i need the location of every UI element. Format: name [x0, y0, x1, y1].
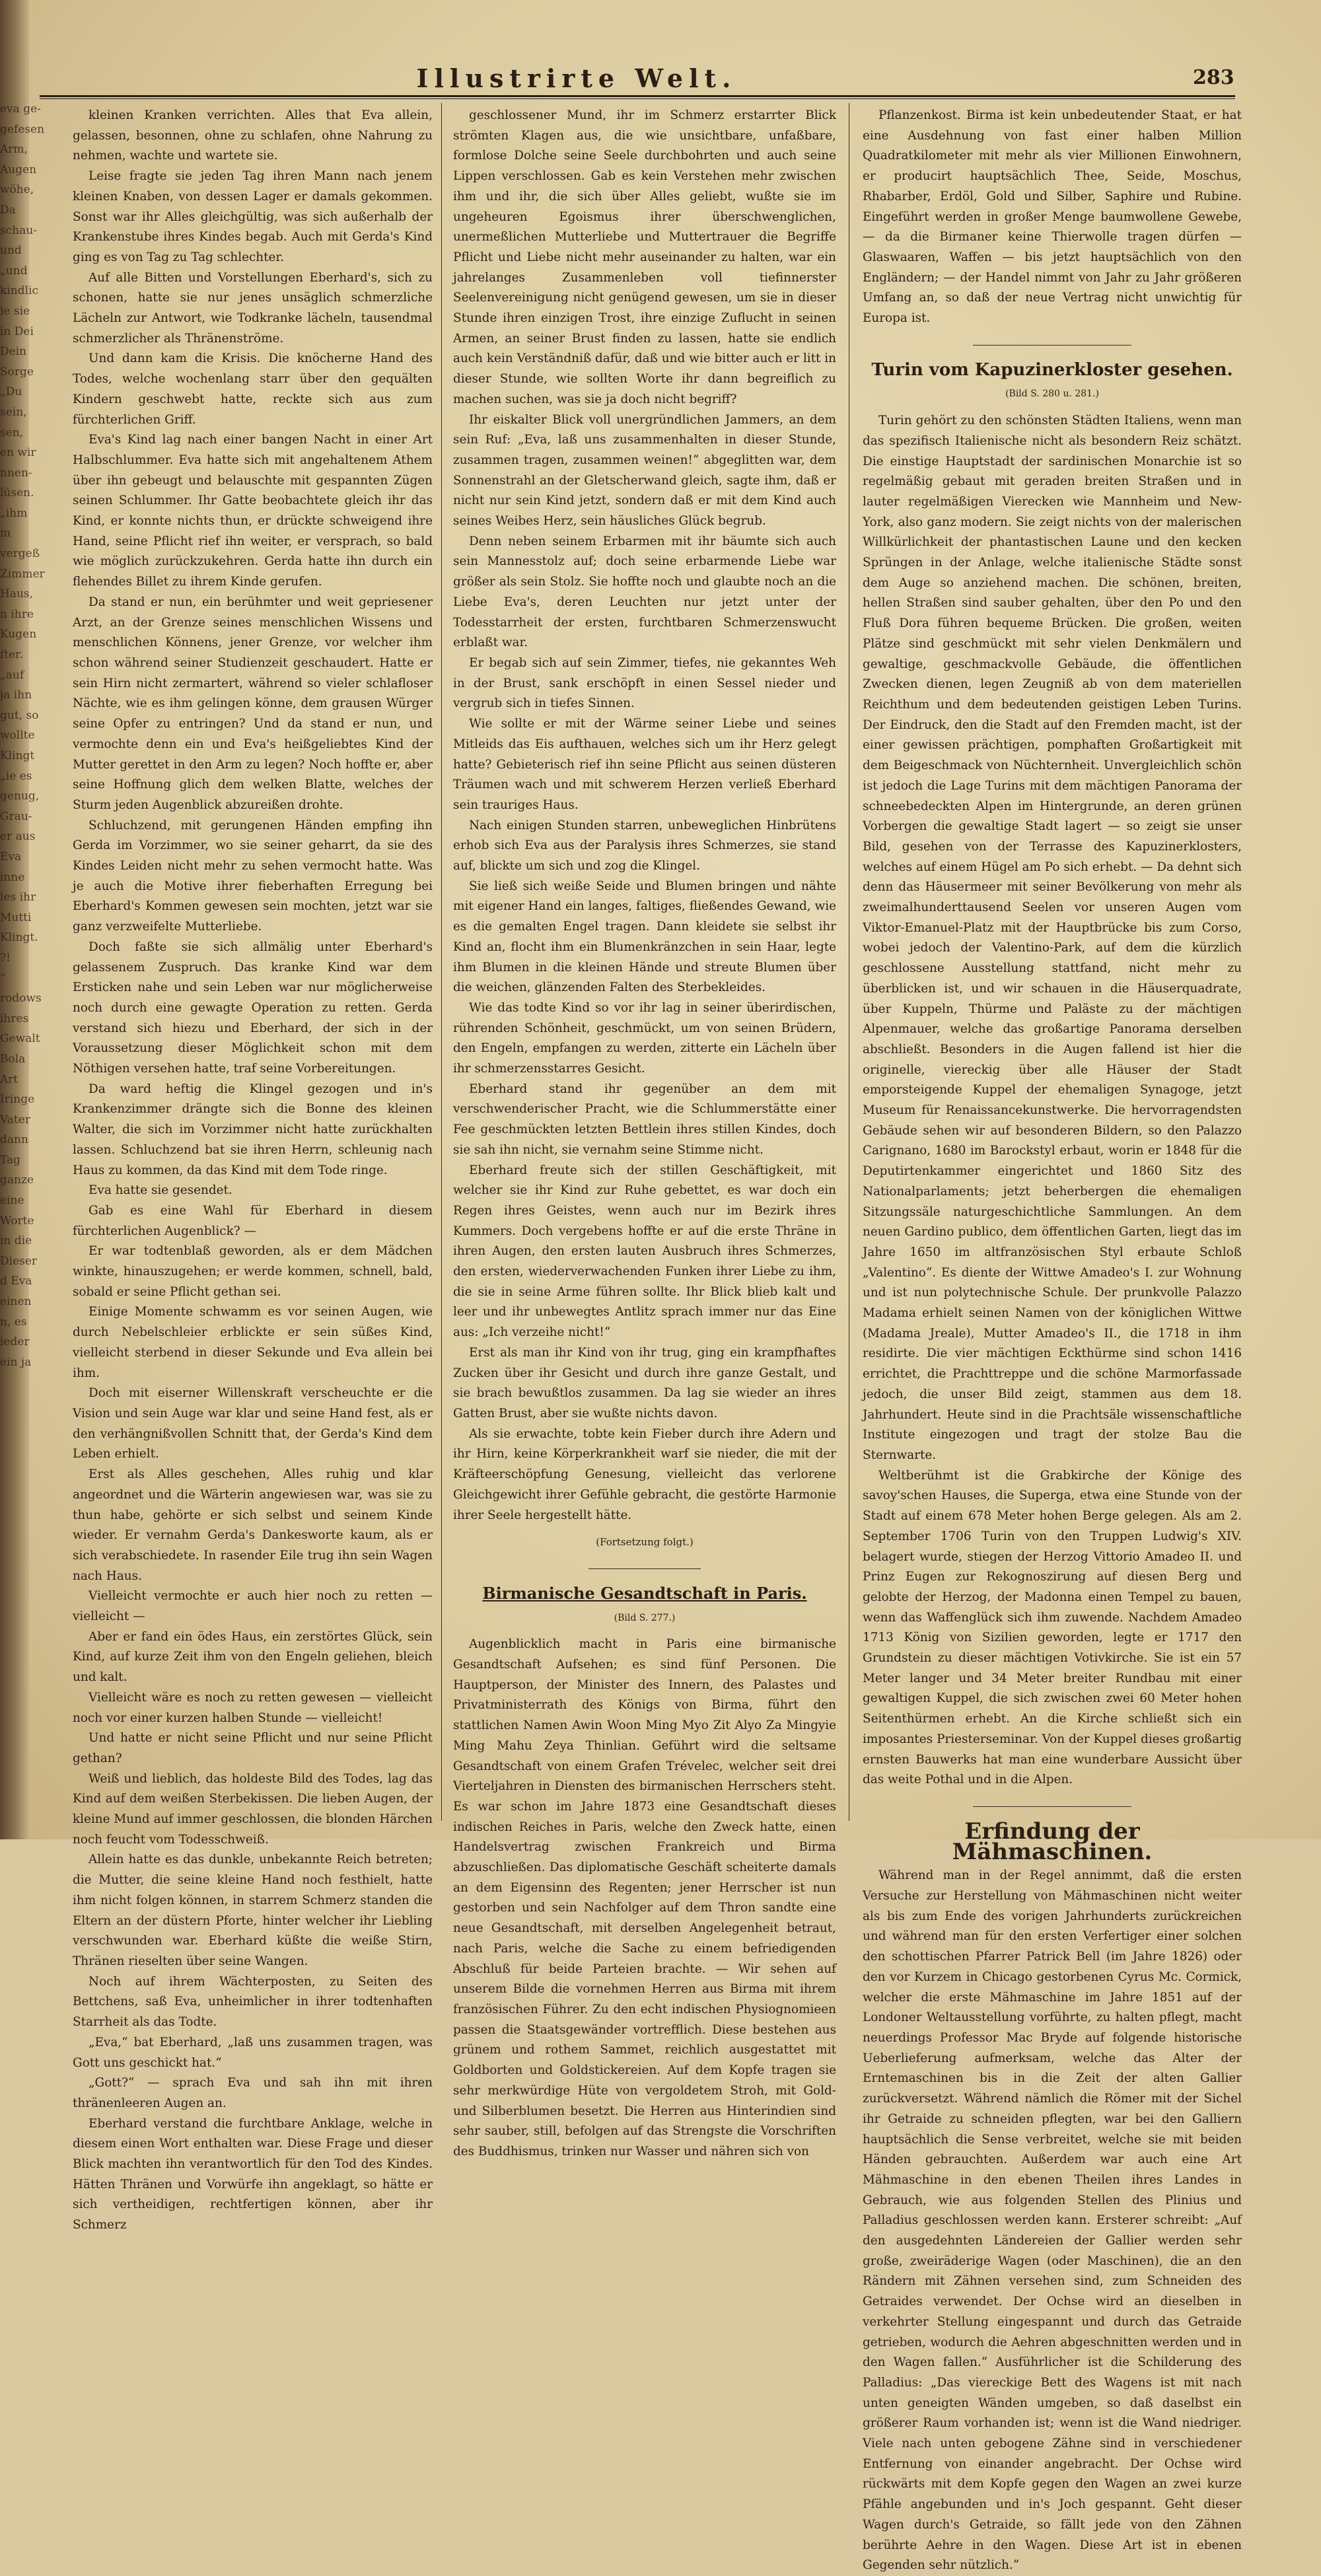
- image-reference: (Bild S. 280 u. 281.): [1005, 388, 1099, 400]
- bleed-fragment: ein ja: [0, 1355, 32, 1369]
- bleed-fragment: ihres: [0, 1012, 29, 1025]
- paragraph: Da stand er nun, ein berühmter und weit gepriesener Arzt, an der Grenze seines menschlichen Wissens und menschlichen Könnens, jener Grenze, vor welcher ihm schon während seiner Studienzeit geschaudert. Hatte er sein Hirn nicht zermartert, während so vieler schlafloser Nächte, wie es ihm gelingen könne, dem grausen Würger seine Opfer zu entringen? Und da stand er nun, und vermochte denn ein und Eva's heißgeliebtes Kind der Mutter gerettet in den Arm zu legen? Noch hoffte er, aber seine Hoffnung glich dem welken Blatte, welches der Sturm jeden Augenblick abzureißen drohte.: [73, 595, 433, 812]
- paragraph: Er war todtenblaß geworden, als er dem Mädchen winkte, hinauszugehen; er werde kommen, schnell, bald, sobald er seine Pflicht gethan sei.: [73, 1244, 433, 1299]
- bleed-fragment: Arm,: [0, 143, 28, 157]
- bleed-fragment: er aus: [0, 830, 36, 844]
- bleed-fragment: inne: [0, 870, 25, 884]
- bleed-fragment: en wir: [0, 446, 36, 460]
- section-rule: [589, 1568, 701, 1569]
- column-3: [863, 106, 1242, 2573]
- paragraph: Doch mit eiserner Willenskraft verscheuchte er die Vision und sein Auge war klar und seine Hand fest, als er den verhängnißvollen Schnitt that, der Gerda's Kind dem Leben erhielt.: [73, 1386, 433, 1461]
- paragraph: Augenblicklich macht in Paris eine birmanische Gesandtschaft Aufsehen; es sind fünf Personen. Die Hauptperson, der Minister des Innern, des Palastes und Privatministerrath des Königs von Birma, führt den stattlichen Namen Awin Woon Ming Myo Zit Alyo Za Mingyie Ming Mahu Zeya Thinlian. Geführt wird die seltsame Gesandtschaft von einem Grafen Trévelec, welcher seit drei Vierteljahren in Diensten des birmanischen Herrschers steht. Es war schon im Jahre 1873 eine Gesandtschaft dieses indischen Reiches in Paris, welche den Zweck hatte, einen Handelsvertrag zwischen Frankreich und Birma abzuschließen. Das diplomatische Geschäft scheiterte damals an dem Eigensinn des Regenten; jener Herrscher ist nun gestorben und sein Nachfolger auf dem Thron sandte eine neue Gesandtschaft, mit derselben Angelegenheit betraut, nach Paris, welche die Sache zu einem befriedigenden Abschluß für beide Parteien brachte. — Wir sehen auf unserem Bilde die vornehmen Herren aus Birma mit ihrem französischen Führer. Zu den echt indischen Physiognomieen passen die Staatsgewänder vortrefflich. Diese bestehen aus grünem und rothem Sammet, reichlich ausgestattet mit Goldborten und Goldstickereien. Auf dem Kopfe tragen sie sehr merkwürdige Hüte von vergoldetem Stroh, mit Gold- und Silberblumen besetzt. Die Herren aus Hinterindien sind sehr sauber, still, befolgen auf das Strengste die Vorschriften des Buddhismus, trinken nur Wasser und nähren sich von: [453, 1637, 836, 2158]
- facing-page-bleed: [0, 99, 45, 1790]
- bleed-fragment: Kugen: [0, 628, 37, 642]
- bleed-fragment: Zimmer: [0, 567, 45, 581]
- bleed-fragment: Mutti: [0, 910, 32, 924]
- bleed-fragment: und: [0, 244, 22, 258]
- paragraph: Wie das todte Kind so vor ihr lag in seiner überirdischen, rührenden Schönheit, geschmückt, um von seinen Brüdern, den Engeln, empfangen zu werden, zitterte ein Lächeln über ihr schmerzensstarres Gesicht.: [453, 1000, 836, 1076]
- bleed-fragment: Vater: [0, 1113, 30, 1126]
- paragraph: Allein hatte es das dunkle, unbekannte Reich betreten; die Mutter, die seine kleine Hand noch festhielt, hatte ihm nicht folgen können, in starrem Schmerz standen die Eltern an der düstern Pforte, hinter welcher ihr Liebling verschwunden war. Eberhard küßte die weiße Stirn, Thränen rieselten über seine Wangen.: [73, 1853, 433, 1968]
- column-2: [453, 106, 836, 2158]
- paragraph: Doch faßte sie sich allmälig unter Eberhard's gelassenem Zuspruch. Das kranke Kind war dem Ersticken nahe und sein Leben war nur möglicherweise noch durch eine gewagte Operation zu retten. Gerda verstand sich hiezu und Eberhard, der sich in der Voraussetzung dieser Möglichkeit schon mit dem Nöthigen versehen hatte, traf seine Vorbereitungen.: [73, 939, 433, 1076]
- paragraph: Er begab sich auf sein Zimmer, tiefes, nie gekanntes Weh in der Brust, sank erschöpft in einen Sessel nieder und vergrub sich in tiefes Sinnen.: [453, 655, 836, 711]
- image-reference: (Bild S. 277.): [614, 1612, 676, 1623]
- bleed-fragment: Dein: [0, 345, 27, 359]
- bleed-fragment: lüsen.: [0, 486, 34, 500]
- paragraph: Pflanzenkost. Birma ist kein unbedeutender Staat, er hat eine Ausdehnung von fast einer halben Million Quadratkilometer mit mehr als vier Millionen Einwohnern, er producirt hauptsächlich Thee, Seide, Moschus, Rhabarber, Erdöl, Gold und Silber, Saphire und Rubine. Eingeführt werden in großer Menge baumwollene Gewebe, — da die Birmaner keine Thierwolle tragen dürfen — Glaswaaren, Waffen — bis jetzt hauptsächlich von den Engländern; — der Handel nimmt von Jahr zu Jahr größeren Umfang an, so daß der neue Vertrag nicht unwichtig für Europa ist.: [863, 108, 1242, 326]
- column-1: [73, 106, 433, 2232]
- publication-title: Illustrirte Welt.: [416, 63, 737, 93]
- bleed-fragment: gefesen: [0, 122, 45, 136]
- paragraph: kleinen Kranken verrichten. Alles that Eva allein, gelassen, besonnen, ohne zu schlafen, ohne Nahrung zu nehmen, wachte und wartete sie.: [73, 108, 433, 163]
- bleed-fragment: in Dei: [0, 324, 34, 338]
- bleed-fragment: Bola: [0, 1052, 26, 1066]
- bleed-fragment: Augen: [0, 163, 37, 176]
- bleed-fragment: „Du: [0, 385, 22, 399]
- paragraph: Schluchzend, mit gerungenen Händen empfing ihn Gerda im Vorzimmer, wo sie seiner geharrt, da sie des Kindes Leiden nicht mehr zu sehen vermocht hatte. Was je auch die Motive ihrer fieberhaften Erregung bei Eberhard's Kommen gewesen sein mochten, jetzt war sie ganz verzweifelte Mutterliebe.: [73, 818, 433, 934]
- bleed-fragment: Da: [0, 203, 16, 217]
- article-body-birmanische-gesandtschaft: [453, 1635, 836, 2162]
- article-body-maehmaschinen: [863, 1866, 1242, 2576]
- paragraph: Aber er fand ein ödes Haus, ein zerstörtes Glück, sein Kind, auf kurze Zeit ihm von den Engeln geliehen, bleich und kalt.: [73, 1629, 433, 1685]
- bleed-fragment: Klingt.: [0, 931, 38, 945]
- bleed-fragment: n, es: [0, 1315, 27, 1329]
- paragraph: Sie ließ sich weiße Seide und Blumen bringen und nähte mit eigener Hand ein langes, faltiges, fließendes Gewand, wie es die gemalten Engel tragen. Dann kleidete sie selbst ihr Kind an, flocht ihm ein Blumenkränzchen in sein Haar, legte ihm Blumen in die kleinen Hände und streute Blumen über die weichen, glänzenden Falten des Sterbekleides.: [453, 879, 836, 995]
- bleed-fragment: sein,: [0, 405, 27, 419]
- bleed-fragment: ie sie: [0, 304, 30, 318]
- paragraph: geschlossener Mund, ihr im Schmerz erstarrter Blick strömten Klagen aus, die wie unsichtbare, unfaßbare, formlose Dolche seine Seele durchbohrten und auch seine Lippen verschlossen. Gab es kein Verstehen mehr zwischen ihm und ihr, die sich über Alles geliebt, wußte sie im ungeheuren Egoismus ihrer überschwenglichen, unermeßlichen Mutterliebe und Muttertrauer die Begriffe Pflicht und Liebe nicht mehr auseinander zu halten, war ein jahrelanges Zusammenleben voll tiefinnerster Seelenvereinigung nicht genügend gewesen, um sie in dieser Stunde ihren einzigen Trost, ihre einzige Zuflucht in seinen Armen, an seiner Brust finden zu lassen, hatte sie endlich auch kein Verständniß dafür, daß und wie bitter auch er litt in dieser Stunde, wie sollten Worte ihr dann begreiflich zu machen suchen, was sie ja doch nicht begriff?: [453, 108, 836, 406]
- section-rule: [973, 345, 1131, 346]
- paragraph: Als sie erwachte, tobte kein Fieber durch ihre Adern und ihr Hirn, keine Körperkrankheit warf sie nieder, die mit der Kräfteerschöpfung Genesung, vielleicht das verlorene Gleichgewicht ihrer Gefühle gebracht, die gestörte Harmonie ihrer Seele hergestellt hätte.: [453, 1426, 836, 1522]
- bleed-fragment: Grau-: [0, 809, 32, 823]
- paragraph: Eberhard stand ihr gegenüber an dem mit verschwenderischer Pracht, wie die Schlummerstätte einer Fee geschmückten letzten Bettlein ihres stillen Kindes, doch sie sah ihn nicht, sie vernahm seine Stimme nicht.: [453, 1082, 836, 1157]
- bleed-fragment: wollte: [0, 729, 35, 743]
- paragraph: Nach einigen Stunden starren, unbeweglichen Hinbrütens erhob sich Eva aus der Paralysis ihres Schmerzes, sie stand auf, blickte um sich und zog die Klingel.: [453, 818, 836, 873]
- article-body-turin: [863, 411, 1242, 1790]
- paragraph: Eva's Kind lag nach einer bangen Nacht in einer Art Halbschlummer. Eva hatte sich mit angehaltenem Athem über ihn gebeugt und belauschte mit gespannten Zügen seinen Schlummer. Ihr Gatte beobachtete gleich ihr das Kind, er konnte nichts thun, er drückte schweigend ihre Hand, seine Pflicht rief ihn weiter, er versprach, so bald wie möglich zurückzukehren. Gerda hatte ihn durch ein flehendes Billet zu ihrem Kinde gerufen.: [73, 433, 433, 589]
- article-title-birmanische-gesandtschaft: Birmanische Gesandtschaft in Paris.: [482, 1583, 807, 1603]
- page-header: [38, 63, 1293, 96]
- article-continuation: [863, 106, 1242, 329]
- bleed-fragment: “: [0, 971, 6, 985]
- bleed-fragment: ?!: [0, 951, 11, 965]
- paragraph: „Eva,“ bat Eberhard, „laß uns zusammen tragen, was Gott uns geschickt hat.“: [73, 2035, 433, 2070]
- paragraph: Vielleicht vermochte er auch hier noch zu retten — vielleicht —: [73, 1589, 433, 1624]
- page-number: 283: [1193, 66, 1234, 89]
- paragraph: Und hatte er nicht seine Pflicht und nur seine Pflicht gethan?: [73, 1731, 433, 1765]
- paragraph: Gab es eine Wahl für Eberhard in diesem fürchterlichen Augenblick? —: [73, 1203, 433, 1238]
- bleed-fragment: ieder: [0, 1335, 30, 1349]
- paragraph: Erst als Alles geschehen, Alles ruhig und klar angeordnet und die Wärterin angewiesen war, was sie zu thun habe, gehörte er sich selbst und seinem Kinde wieder. Er vernahm Gerda's Dankesworte kaum, als er sich verabschiedete. In rasender Eile trug ihn sein Wagen nach Haus.: [73, 1467, 433, 1583]
- bleed-fragment: gut, so: [0, 708, 39, 722]
- bleed-fragment: genug,: [0, 790, 40, 803]
- paragraph: Und dann kam die Krisis. Die knöcherne Hand des Todes, welche wochenlang starr über den gequälten Kindern geschwebt hatte, reckte sich aus zum fürchterlichen Griff.: [73, 351, 433, 427]
- bleed-fragment: Klingt: [0, 749, 35, 762]
- paragraph: „Gott?“ — sprach Eva und sah ihn mit ihren thränenleeren Augen an.: [73, 2076, 433, 2110]
- bleed-fragment: n ihre: [0, 607, 34, 621]
- bleed-fragment: wöhe,: [0, 183, 34, 197]
- bleed-fragment: m: [0, 527, 11, 540]
- header-rule-thin: [40, 98, 1235, 99]
- bleed-fragment: ganze: [0, 1173, 34, 1187]
- bleed-fragment: dann: [0, 1133, 28, 1147]
- bleed-fragment: ies ihr: [0, 891, 36, 904]
- bleed-fragment: in die: [0, 1234, 32, 1248]
- bleed-fragment: Dieser: [0, 1254, 38, 1268]
- bleed-fragment: eva ge-: [0, 102, 41, 116]
- paragraph: Während man in der Regel annimmt, daß die ersten Versuche zur Herstellung von Mähmaschinen nicht weiter als bis zum Ende des vorigen Jahrhunderts zurückreichen und während man für den ersten Verfertiger einer solchen den schottischen Pfarrer Patrick Bell (im Jahre 1826) oder den vor Kurzem in Chicago gestorbenen Cyrus Mc. Cormick, welcher die erste Mähmaschine im Jahre 1851 auf der Londoner Weltausstellung vorführte, zu halten pflegt, macht neuerdings Professor Mac Bryde auf folgende historische Ueberlieferung aufmerksam, welche das Alter der Erntemaschinen bis in die Zeit der alten Gallier zurückversetzt. Während nämlich die Römer mit der Sichel ihr Getraide zu schneiden pflegten, war bei den Galliern hauptsächlich die Sense verbreitet, welche sie mit beiden Händen gebrauchten. Außerdem war auch eine Art Mähmaschine in den ebenen Theilen ihres Landes in Gebrauch, wie aus folgenden Stellen des Plinius und Palladius geschlossen werden kann. Ersterer schreibt: „Auf den ausgedehnten Ländereien der Gallier werden sehr große, zweiräderige Wagen (oder Maschinen), die an den Rändern mit Zähnen versehen sind, zum Schneiden des Getraides verwendet. Der Ochse wird an dieselben in verkehrter Stellung eingespannt und durch das Getraide getrieben, wodurch die Aehren abgeschnitten werden und in den Wagen fallen.“ Ausführlicher ist die Schilderung des Palladius: „Das viereckige Bett des Wagens ist mit nach unten geneigten Wänden umgeben, so daß daselbst ein größerer Raum vorhanden ist; wenn ist die Wand niedriger. Viele nach unten gebogene Zähne sind in verschiedener Entfernung von einander angebracht. Der Ochse wird rückwärts mit dem Kopfe gegen den Wagen an zwei kurze Pfähle angebunden und in's Joch gespannt. Geht dieser Wagen durch's Getraide, so fällt jede von den Zähnen berührte Aehre in den Wagen. Diese Art ist in ebenen Gegenden sehr nützlich.“: [863, 1868, 1242, 2573]
- bleed-fragment: schau-: [0, 223, 38, 237]
- article-title-maehmaschinen: Erfindung der Mähmaschinen.: [952, 1818, 1153, 1865]
- continuation-note: (Fortsetzung folgt.): [596, 1536, 694, 1549]
- bleed-fragment: vergeß: [0, 547, 40, 561]
- paragraph: Vielleicht wäre es noch zu retten gewesen — vielleicht noch vor einer kurzen halben Stunde — vielleicht!: [73, 1690, 433, 1725]
- paragraph: Weltberühmt ist die Grabkirche der Könige des savoy'schen Hauses, die Superga, etwa eine Stunde von der Stadt auf einem 678 Meter hohen Berge gelegen. Als am 2. September 1706 Turin von den Truppen Ludwig's XIV. belagert wurde, stiegen der Herzog Vittorio Amadeo II. und Prinz Eugen zur Rekognoszirung auf diesen Berg und gelobte der Herzog, der Madonna einen Tempel zu bauen, wenn das Waffenglück sich ihm zuwende. Nachdem Amadeo 1713 König von Sizilien geworden, legte er 1717 den Grundstein zu dieser mächtigen Votivkirche. Sie ist ein 57 Meter langer und 34 Meter breiter Rundbau mit einer gewaltigen Kuppel, die sich zwischen zwei 60 Meter hohen Seitenthürmen erhebt. An die Kirche schließt sich ein imposantes Priesterseminar. Von der Kuppel dieses großartig ernsten Bauwerks hat man eine wunderbare Aussicht über das weite Pothal und in die Alpen.: [863, 1468, 1242, 1787]
- bleed-fragment: Sorge: [0, 365, 34, 379]
- story-continuation: [453, 106, 836, 1526]
- paragraph: Auf alle Bitten und Vorstellungen Eberhard's, sich zu schonen, hatte sie nur jenes unsäglich schmerzliche Lächeln zur Antwort, wie Todkranke lächeln, tausendmal schmerzlicher als Thränenströme.: [73, 270, 433, 346]
- bleed-fragment: „ie es: [0, 769, 32, 783]
- paragraph: Noch auf ihrem Wächterposten, zu Seiten des Bettchens, saß Eva, unheimlicher in ihrer todtenhaften Starrheit als das Todte.: [73, 1974, 433, 2030]
- section-rule: [973, 1806, 1131, 1807]
- bleed-fragment: „ihm: [0, 506, 28, 520]
- paragraph: Einige Momente schwamm es vor seinen Augen, wie durch Nebelschleier erblickte er sein süßes Kind, vielleicht sterbend in dieser Sekunde und Eva allein bei ihm.: [73, 1305, 433, 1380]
- paragraph: Denn neben seinem Erbarmen mit ihr bäumte sich auch sein Mannesstolz auf; doch seine erbarmende Liebe war größer als sein Stolz. Sie hoffte noch und glaubte noch an die Liebe Eva's, deren Leuchten nur jetzt unter der Todesstarrheit der ersten, furchtbaren Schmerzenswucht erblaßt war.: [453, 534, 836, 650]
- article-title-turin: Turin vom Kapuzinerkloster gesehen.: [871, 359, 1233, 380]
- bleed-fragment: „auf: [0, 668, 24, 682]
- bleed-fragment: einen: [0, 1295, 32, 1309]
- paragraph: Wie sollte er mit der Wärme seiner Liebe und seines Mitleids das Eis aufthauen, welches sich um ihr Herz gelegt hatte? Gebieterisch rief ihn seine Pflicht aus seinen düsteren Träumen wach und mit schwerem Herzen verließ Eberhard sein trauriges Haus.: [453, 717, 836, 812]
- paragraph: Eberhard verstand die furchtbare Anklage, welche in diesem einen Wort enthalten war. Diese Frage und dieser Blick machten ihn verantwortlich für den Tod des Kindes. Hätten Thränen und Vorwürfe ihn angeklagt, so hätte er sich vertheidigen, rechtfertigen können, aber ihr Schmerz: [73, 2116, 433, 2232]
- bleed-fragment: Gewalt: [0, 1032, 40, 1046]
- bleed-fragment: „und: [0, 264, 28, 277]
- paragraph: Ihr eiskalter Blick voll unergründlichen Jammers, an dem sein Ruf: „Eva, laß uns zusammenhalten in dieser Stunde, zusammen tragen, zusammen weinen!“ abgeglitten war, dem Sonnenstrahl an der Gletscherwand gleich, sagte ihm, daß er nicht nur sein Kind jetzt, sondern daß er mit dem Kind auch seines Weibes Herz, sein häusliches Glück begrub.: [453, 412, 836, 529]
- bleed-fragment: Haus,: [0, 587, 34, 601]
- bleed-fragment: kindlic: [0, 284, 38, 298]
- column-divider: [441, 103, 442, 1821]
- paragraph: Leise fragte sie jeden Tag ihren Mann nach jenem kleinen Knaben, von dessen Lager er damals gekommen. Sonst war ihr Alles gleichgültig, was sich außerhalb der Krankenstube ihres Kindes begab. Auch mit Gerda's Kind ging es von Tag zu Tag schlechter.: [73, 169, 433, 264]
- bleed-fragment: Worte: [0, 1214, 34, 1228]
- bleed-fragment: sen,: [0, 425, 24, 439]
- paragraph: Eberhard freute sich der stillen Geschäftigkeit, mit welcher sie ihr Kind zur Ruhe gebettet, es war doch ein Regen ihres Geistes, wenn auch nur im Bezirk ihres Kummers. Doch vergebens hoffte er auf die erste Thräne in ihren Augen, den ersten lauten Ausbruch ihres Schmerzes, den ersten, wiederverwachenden Funken ihrer Liebe zu ihm, die sie in seine Arme führen sollte. Ihr Blick blieb kalt und leer und ihr unbewegtes Antlitz sprach immer nur das Eine aus: „Ich verzeihe nicht!“: [453, 1163, 836, 1340]
- bleed-fragment: nnen-: [0, 466, 32, 480]
- bleed-fragment: Iringe: [0, 1093, 35, 1107]
- bleed-fragment: eine: [0, 1194, 24, 1208]
- bleed-fragment: fter.: [0, 648, 23, 662]
- bleed-fragment: ja ihn: [0, 688, 32, 702]
- bleed-fragment: Art: [0, 1072, 18, 1086]
- paragraph: Eva hatte sie gesendet.: [89, 1183, 232, 1198]
- paragraph: Da ward heftig die Klingel gezogen und in's Krankenzimmer drängte sich die Bonne des kleinen Walter, die sich im Vorzimmer nicht hatte zurückhalten lassen. Schluchzend bat sie ihren Herrn, schleunig nach Haus zu kommen, da das Kind mit dem Tode ringe.: [73, 1082, 433, 1177]
- paragraph: Turin gehört zu den schönsten Städten Italiens, wenn man das spezifisch Italienische nicht als besondern Reiz schätzt. Die einstige Hauptstadt der sardinischen Monarchie ist so regelmäßig gebaut mit geraden breiten Straßen und in lauter regelmäßigen Vierecken wie Mannheim und New-York, also ganz modern. Sie zeigt nichts von der malerischen Willkürlichkeit der phantastischen Laune und den kecken Sprüngen in der Anlage, welche italienische Städte sonst dem Auge so anziehend machen. Die schönen, breiten, hellen Straßen sind sauber gehalten, über den Po und den Fluß Dora führen bequeme Brücken. Die großen, weiten Plätze sind geschmückt mit sehr vielen Denkmälern und gewaltige, geschmackvolle Gebäude, die öffentlichen Zwecken dienen, legen Zeugniß ab von dem materiellen Reichthum und dem bedeutenden geistigen Leben Turins. Der Eindruck, den die Stadt auf den Fremden macht, ist der einer gewissen prächtigen, pomphaften Großartigkeit mit dem Beigeschmack von Nüchternheit. Unvergleichlich schön ist jedoch die Lage Turins mit dem mächtigen Panorama der schneebedeckten Alpen im Hintergrunde, an deren grünen Vorbergen die gewaltige Stadt lagert — so zeigt sie unser Bild, gesehen von der Terrasse des Kapuzinerklosters, welches auf einem Hügel am Po sich erhebt. — Da dehnt sich denn das Häusermeer mit seiner Bevölkerung von mehr als zweimalhunderttausend Seelen vor unseren Augen vom Viktor-Emanuel-Platz mit der Hauptbrücke bis zum Corso, wobei jedoch der Valentino-Park, auf dem die kürzlich geschlossene Ausstellung stattfand, nicht mehr zu überblicken ist, und wir schauen in die Häuserquadrate, über Kuppeln, Thürme und Paläste zu der mächtigen Alpenmauer, welche das großartige Panorama derselben abschließt. Besonders in die Augen fallend ist hier die originelle, viereckig über alle Häuser der Stadt emporsteigende Kuppel der ehemaligen Synagoge, jetzt Museum für Renaissancekunstwerke. Die hervorragendsten Gebäude sehen wir auf besonderen Bildern, so den Palazzo Carignano, 1680 im Barockstyl erbaut, worin er 1848 für die Deputirtenkammer eingerichtet und 1860 Sitz des Nationalparlaments; jetzt beherbergen die ehemaligen Sitzungssäle naturgeschichtliche Sammlungen. An dem neuen Gardino publico, dem öffentlichen Garten, liegt das im Jahre 1650 im altfranzösischen Styl erbaute Schloß „Valentino“. Es diente der Wittwe Amadeo's I. zur Wohnung und ist nun polytechnische Schule. Der prunkvolle Palazzo Madama erhielt seinen Namen von der königlichen Wittwe (Madama Jreale), Mutter Amadeo's II., die 1718 in ihm residirte. Die vier mächtigen Eckthürme sind schon 1416 errichtet, die Prachttreppe und die schöne Marmorfassade jedoch, die unser Bild zeigt, stammen aus dem 18. Jahrhundert. Heute sind in die Prachtsäle wissenschaftliche Institute eingezogen und tragt der stolze Bau die Sternwarte.: [863, 414, 1242, 1462]
- bleed-fragment: d Eva: [0, 1274, 32, 1288]
- header-rule: [40, 95, 1235, 97]
- bleed-fragment: Tag: [0, 1153, 21, 1167]
- paragraph: Erst als man ihr Kind von ihr trug, ging ein krampfhaftes Zucken über ihr Gesicht und durch ihre ganze Gestalt, und sie brach bewußtlos zusammen. Da lag sie wieder an ihres Gatten Brust, aber sie wußte nichts davon.: [453, 1345, 836, 1420]
- bleed-fragment: rodows: [0, 992, 42, 1006]
- paragraph: Weiß und lieblich, das holdeste Bild des Todes, lag das Kind auf dem weißen Sterbekissen. Die lieben Augen, der kleine Mund auf immer geschlossen, die blonden Härchen noch feucht vom Todesschweiß.: [73, 1771, 433, 1847]
- bleed-fragment: Eva: [0, 850, 22, 864]
